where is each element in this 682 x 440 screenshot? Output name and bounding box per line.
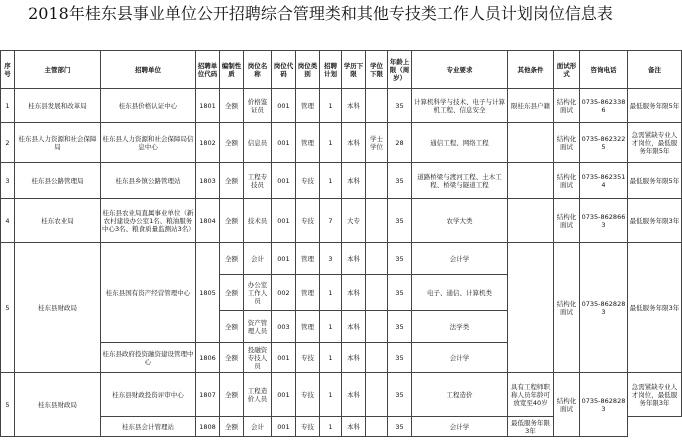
table-cell: 002 bbox=[272, 275, 296, 311]
table-cell: 全额 bbox=[220, 417, 244, 437]
table-cell: 通信工程、网络工程 bbox=[412, 123, 508, 163]
table-cell bbox=[366, 275, 388, 311]
table-cell: 35 bbox=[388, 275, 412, 311]
table-cell: 具有工程师职称人员年龄可放宽至40岁 bbox=[508, 373, 554, 417]
table-cell: 1806 bbox=[196, 343, 220, 373]
table-cell: 会计学 bbox=[412, 417, 508, 437]
table-cell: 001 bbox=[272, 243, 296, 275]
table-cell: 1 bbox=[320, 373, 342, 417]
table-cell: 桂东县人力资源和社会保障局 bbox=[15, 123, 101, 163]
column-header: 年龄上限（周岁） bbox=[388, 51, 412, 89]
table-cell: 001 bbox=[272, 163, 296, 199]
table-cell: 桂东县会计管理站 bbox=[101, 417, 196, 437]
table-cell: 办公室工作人员 bbox=[244, 275, 272, 311]
table-cell: 桂东县乡镇公路管理站 bbox=[101, 163, 196, 199]
table-cell: 计算机科学与技术、电子与计算机工程、信息安全 bbox=[412, 89, 508, 123]
column-header: 其他条件 bbox=[508, 51, 554, 89]
column-header: 学历下限 bbox=[342, 51, 366, 89]
table-cell bbox=[508, 123, 554, 163]
table-cell: 2 bbox=[1, 123, 15, 163]
table-cell: 1802 bbox=[196, 123, 220, 163]
column-header: 岗位名称 bbox=[244, 51, 272, 89]
table-cell bbox=[366, 373, 388, 417]
table-cell bbox=[508, 163, 554, 199]
table-cell: 全额 bbox=[220, 243, 244, 275]
table-cell: 全额 bbox=[220, 275, 244, 311]
table-cell: 1 bbox=[320, 89, 342, 123]
column-header: 招聘单位 bbox=[101, 51, 196, 89]
table-cell: 3 bbox=[1, 163, 15, 199]
table-cell: 桂东县价格认证中心 bbox=[101, 89, 196, 123]
table-cell bbox=[508, 199, 554, 243]
table-cell: 7 bbox=[320, 199, 342, 243]
table-cell bbox=[366, 243, 388, 275]
table-cell bbox=[366, 417, 388, 437]
table-cell: 1808 bbox=[196, 417, 220, 437]
table-cell: 会计 bbox=[244, 417, 272, 437]
table-cell: 桂东县农业局直属事业单位（新农村建设办公室1名、粮油服务中心3名、粮食质量监测站3名） bbox=[101, 199, 196, 243]
table-cell: 最低服务年限5年 bbox=[628, 163, 682, 199]
table-cell: 1801 bbox=[196, 89, 220, 123]
table-cell: 价格鉴证员 bbox=[244, 89, 272, 123]
table-cell: 001 bbox=[272, 89, 296, 123]
table-row bbox=[1, 163, 682, 199]
table-cell: 本科 bbox=[342, 275, 366, 311]
table-cell: 35 bbox=[388, 311, 412, 343]
table-cell: 急需紧缺专业人才岗位，最低服务年限5年 bbox=[628, 123, 682, 163]
table-cell: 最低服务年限3年 bbox=[628, 199, 682, 243]
table-cell: 1 bbox=[320, 275, 342, 311]
table-cell: 001 bbox=[272, 343, 296, 373]
table-cell: 会计学 bbox=[412, 243, 508, 275]
table-cell: 35 bbox=[388, 163, 412, 199]
table-cell: 1805 bbox=[196, 243, 220, 343]
table-cell: 桂东县发展和改革局 bbox=[15, 89, 101, 123]
table-cell: 信息员 bbox=[244, 123, 272, 163]
table-cell: 工程专技员 bbox=[244, 163, 272, 199]
table-cell: 001 bbox=[272, 417, 296, 437]
table-cell: 最低服务年限5年 bbox=[628, 89, 682, 123]
table-cell: 桂东县公路管理局 bbox=[15, 163, 101, 199]
table-cell: 限桂东县户籍 bbox=[508, 89, 554, 123]
table-cell: 0735-8623225 bbox=[580, 123, 628, 163]
table-cell bbox=[366, 311, 388, 343]
table-cell: 本科 bbox=[342, 417, 366, 437]
table-cell: 桂东县政府投资融资建设管理中心 bbox=[101, 343, 196, 373]
table-cell: 道路桥梁与渡河工程、土木工程、桥梁与隧道工程 bbox=[412, 163, 508, 199]
table-cell: 结构化面试 bbox=[554, 123, 580, 163]
table-cell: 全额 bbox=[220, 89, 244, 123]
table-cell: 工程造价人员 bbox=[244, 373, 272, 417]
table-cell: 资产管理人员 bbox=[244, 311, 272, 343]
table-cell: 0735-8628283 bbox=[580, 243, 628, 373]
table-cell bbox=[366, 163, 388, 199]
table-cell: 0735-8628283 bbox=[580, 373, 628, 437]
table-cell: 本科 bbox=[342, 343, 366, 373]
table-cell: 35 bbox=[388, 199, 412, 243]
table-cell: 1 bbox=[1, 89, 15, 123]
table-cell: 1803 bbox=[196, 163, 220, 199]
table-cell: 本科 bbox=[342, 123, 366, 163]
table-cell: 技术员 bbox=[244, 199, 272, 243]
table-cell: 28 bbox=[388, 123, 412, 163]
table-cell: 全额 bbox=[220, 343, 244, 373]
column-header: 面试形式 bbox=[554, 51, 580, 89]
table-cell: 桂东县财政局 bbox=[15, 373, 101, 437]
table-cell: 法学类 bbox=[412, 311, 508, 343]
table-cell: 会计 bbox=[244, 243, 272, 275]
column-header: 备注 bbox=[628, 51, 682, 89]
table-cell: 会计学 bbox=[412, 343, 508, 373]
column-header: 序号 bbox=[1, 51, 15, 89]
table-cell: 0735-8623514 bbox=[580, 163, 628, 199]
table-cell: 专技 bbox=[296, 199, 320, 243]
table-cell: 1 bbox=[320, 123, 342, 163]
column-header: 学位下限 bbox=[366, 51, 388, 89]
table-cell: 35 bbox=[388, 89, 412, 123]
table-cell: 001 bbox=[272, 373, 296, 417]
table-cell: 001 bbox=[272, 123, 296, 163]
table-cell: 5 bbox=[1, 373, 15, 437]
table-cell bbox=[366, 199, 388, 243]
table-cell: 35 bbox=[388, 373, 412, 417]
table-cell: 最低服务年限3年 bbox=[628, 243, 682, 373]
table-cell: 桂东农业局 bbox=[15, 199, 101, 243]
table-row bbox=[1, 89, 682, 123]
table-cell: 专技 bbox=[296, 373, 320, 417]
table-row bbox=[1, 199, 682, 243]
table-cell: 0735-8628663 bbox=[580, 199, 628, 243]
table-cell: 结构化面试 bbox=[554, 89, 580, 123]
table-cell: 全额 bbox=[220, 373, 244, 417]
table-cell: 专技 bbox=[296, 163, 320, 199]
table-cell: 大专 bbox=[342, 199, 366, 243]
column-header: 招聘计划 bbox=[320, 51, 342, 89]
page-title: 2018年桂东县事业单位公开招聘综合管理类和其他专技类工作人员计划岗位信息表 bbox=[28, 4, 613, 23]
table-cell: 结构化面试 bbox=[554, 199, 580, 243]
table-cell: 3 bbox=[320, 243, 342, 275]
table-cell: 本科 bbox=[342, 373, 366, 417]
table-cell: 管理 bbox=[296, 275, 320, 311]
table-cell: 急需紧缺专业人才岗位，最低服务年限3年 bbox=[628, 373, 682, 417]
column-header: 主管部门 bbox=[15, 51, 101, 89]
table-cell bbox=[508, 243, 554, 373]
table-cell: 本科 bbox=[342, 89, 366, 123]
table-cell: 1 bbox=[320, 163, 342, 199]
column-header: 编制性质 bbox=[220, 51, 244, 89]
table-cell: 桂东县国有资产经营管理中心 bbox=[101, 243, 196, 343]
table-cell: 1 bbox=[320, 311, 342, 343]
table-cell: 4 bbox=[1, 199, 15, 243]
table-cell: 5 bbox=[1, 243, 15, 373]
table-cell bbox=[366, 89, 388, 123]
column-header: 招聘单位代码 bbox=[196, 51, 220, 89]
column-header: 岗位类别 bbox=[296, 51, 320, 89]
table-cell: 学士学位 bbox=[366, 123, 388, 163]
table-cell: 001 bbox=[272, 199, 296, 243]
table-cell: 桂东县财政局 bbox=[15, 243, 101, 373]
table-cell: 结构化面试 bbox=[554, 243, 580, 373]
column-header: 专业要求 bbox=[412, 51, 508, 89]
table-cell: 003 bbox=[272, 311, 296, 343]
table-cell: 桂东县财政投资评审中心 bbox=[101, 373, 196, 417]
table-cell: 本科 bbox=[342, 311, 366, 343]
table-cell: 全额 bbox=[220, 123, 244, 163]
table-cell: 专技 bbox=[296, 343, 320, 373]
column-header: 咨询电话 bbox=[580, 51, 628, 89]
table-cell: 管理 bbox=[296, 123, 320, 163]
table-cell: 0735-8623386 bbox=[580, 89, 628, 123]
table-cell: 管理 bbox=[296, 243, 320, 275]
table-cell: 全额 bbox=[220, 199, 244, 243]
table-cell: 结构化面试 bbox=[554, 373, 580, 437]
table-cell bbox=[366, 343, 388, 373]
table-cell: 投融资专技人员 bbox=[244, 343, 272, 373]
table-cell: 1 bbox=[320, 417, 342, 437]
table-cell: 35 bbox=[388, 243, 412, 275]
column-header: 岗位代码 bbox=[272, 51, 296, 89]
table-header-row bbox=[1, 51, 682, 89]
table-cell: 电子、通信、计算机类 bbox=[412, 275, 508, 311]
table-row bbox=[1, 123, 682, 163]
table-cell: 工程造价 bbox=[412, 373, 508, 417]
table-cell: 管理 bbox=[296, 89, 320, 123]
table-cell: 农学大类 bbox=[412, 199, 508, 243]
table-cell: 管理 bbox=[296, 311, 320, 343]
table-cell: 结构化面试 bbox=[554, 163, 580, 199]
table-cell: 专技 bbox=[296, 417, 320, 437]
table-row bbox=[1, 373, 682, 417]
table-cell: 35 bbox=[388, 417, 412, 437]
table-cell: 35 bbox=[388, 343, 412, 373]
recruitment-table bbox=[0, 50, 682, 437]
table-row bbox=[1, 243, 682, 275]
table-cell: 全额 bbox=[220, 163, 244, 199]
table-cell: 1807 bbox=[196, 373, 220, 417]
table-cell: 本科 bbox=[342, 243, 366, 275]
table-cell: 1 bbox=[320, 343, 342, 373]
table-cell: 最低服务年限3年 bbox=[508, 417, 554, 437]
table-cell: 全额 bbox=[220, 311, 244, 343]
table-cell: 桂东县人力资源和社会保障局信息中心 bbox=[101, 123, 196, 163]
table-cell: 本科 bbox=[342, 163, 366, 199]
table-cell: 1804 bbox=[196, 199, 220, 243]
